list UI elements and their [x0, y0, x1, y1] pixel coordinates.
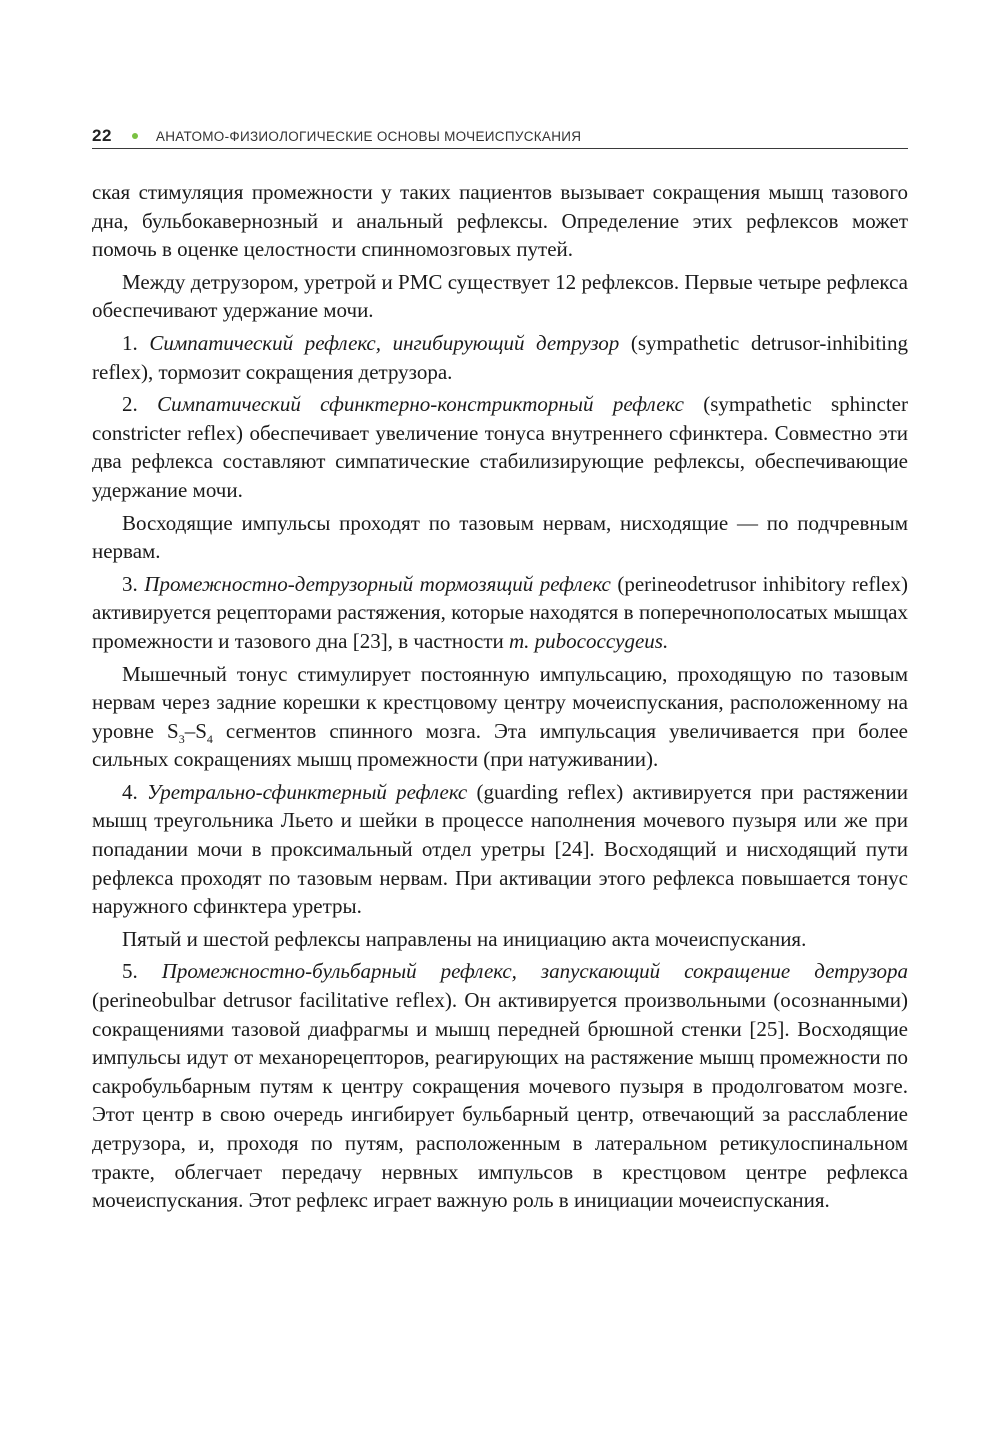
subscript: 4: [206, 731, 213, 746]
body-text: [92, 178, 908, 1215]
list-number: 3.: [122, 571, 145, 596]
green-bullet-icon: [132, 133, 138, 139]
paragraph-reflex-4: [92, 778, 908, 921]
list-number: 1.: [122, 330, 150, 355]
paragraph-reflex-1: [92, 329, 908, 386]
chapter-title: АНАТОМО-ФИЗИОЛОГИЧЕСКИЕ ОСНОВЫ МОЧЕИСПУСКАНИЯ: [155, 128, 582, 144]
reflex-term: Промежностно-бульбарный рефлекс, запускающий сокращение детрузора: [161, 959, 908, 984]
list-number: 5.: [122, 959, 162, 984]
text-segment: –S: [184, 718, 207, 743]
paragraph-muscle-tone: [92, 660, 908, 774]
text-segment: Мышечный тонус стимулирует постоянную импульсацию, проходящую по тазовым нервам через задние корешки к крестцовому центру мочеиспускания, расположенному на уровне S: [92, 661, 908, 743]
list-number: 4.: [122, 779, 147, 804]
reflex-term: Уретрально-сфинктерный рефлекс: [147, 779, 468, 804]
text-segment: сегментов спинного мозга. Эта импульсация увеличивается при более сильных сокращениях мышц промежности (при натуживании).: [92, 718, 908, 772]
running-header: [92, 124, 908, 149]
reflex-term: Симпатический рефлекс, ингибирующий детрузор: [149, 330, 620, 355]
reflex-term: Промежностно-детрузорный тормозящий рефлекс: [144, 571, 611, 596]
paragraph-impulses: Восходящие импульсы проходят по тазовым нервам, нисходящие — по подчревным нервам.: [92, 510, 908, 564]
reflex-description: (sympathetic sphincter constricter reflex) обеспечивает увеличение тонуса внутреннего сфинктера. Совместно эти два рефлекса составляют симпатические стабилизирующие рефлексы, обеспечивающие удержание мочи.: [92, 392, 908, 502]
reflex-term: Симпатический сфинктерно-констрикторный рефлекс: [157, 392, 684, 417]
reflex-description: (sympathetic detrusor-inhibiting reflex), тормозит сокращения детрузора.: [92, 330, 909, 384]
list-number: 2.: [122, 392, 158, 417]
subscript: 3: [178, 731, 185, 746]
paragraph-fifth-sixth: Пятый и шестой рефлексы направлены на инициацию акта мочеиспускания.: [122, 926, 807, 951]
paragraph-reflex-3: [92, 570, 908, 656]
muscle-name: m. pubococcygeus.: [509, 628, 669, 653]
paragraph-reflex-intro: Между детрузором, уретрой и PMC существует 12 рефлексов. Первые четыре рефлекса обеспечивают удержание мочи.: [92, 269, 908, 323]
page-number: 22: [92, 126, 112, 145]
paragraph-continued: ская стимуляция промежности у таких пациентов вызывает сокращения мышц тазового дна, бульбокавернозный и анальный рефлексы. Определение этих рефлексов может помочь в оценке целостности спинномозговых путей.: [92, 180, 908, 262]
reflex-description: (guarding reflex) активируется при растяжении мышц треугольника Льето и шейки в процессе наполнения мочевого пузыря или же при попадании мочи в проксимальный отдел уретры [24]. Восходящий и нисходящий пути рефлекса проходят по тазовым нервам. При активации этого рефлекса повышается тонус наружного сфинктера уретры.: [92, 779, 908, 919]
reflex-description: (perineobulbar detrusor facilitative reflex). Он активируется произвольными (осознанными) сокращениями тазовой диафрагмы и мышц передней брюшной стенки [25]. Восходящие импульсы идут от механорецепторов, реагирующих на растяжение мышц промежности по сакробульбарным путям к центру сокращения мочевого пузыря в продолговатом мозге. Этот центр в свою очередь ингибирует бульбарный центр, отвечающий за расслабление детрузора, и, проходя по путям, расположенным в латеральном ретикулоспинальном тракте, облегчает передачу нервных импульсов в крестцовом центре рефлекса мочеиспускания. Этот рефлекс играет важную роль в инициации мочеиспускания.: [92, 988, 908, 1213]
paragraph-reflex-2: [92, 390, 908, 504]
paragraph-reflex-5: [92, 957, 908, 1214]
reflex-description: (perineodetrusor inhibitory reflex) активируется рецепторами растяжения, которые находятся в поперечнополосатых мышцах промежности и тазового дна [23], в частности: [92, 571, 908, 653]
